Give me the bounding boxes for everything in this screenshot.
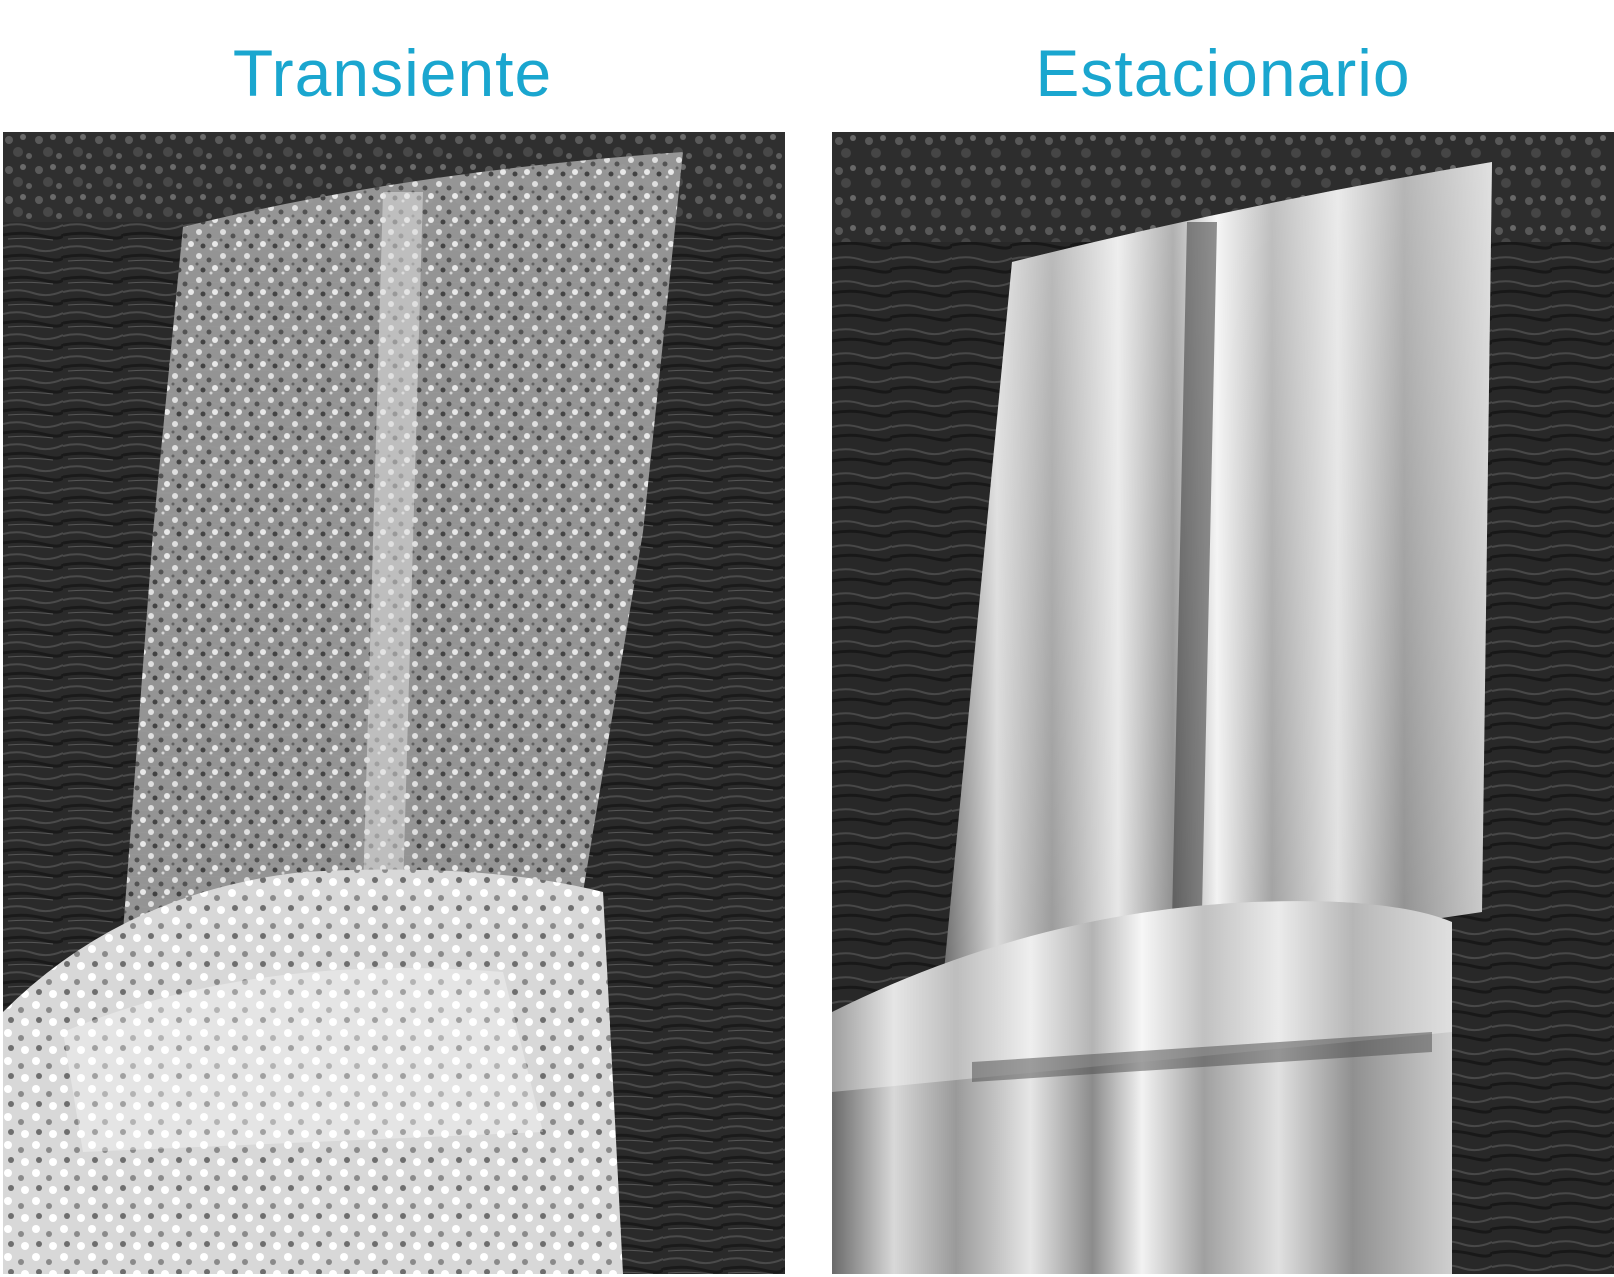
waterfall-photo-transient (3, 132, 785, 1274)
waterfall-steady-illustration (832, 132, 1614, 1274)
waterfall-transient-illustration (3, 132, 785, 1274)
title-transiente: Transiente (232, 36, 553, 110)
waterfall-photo-steady (832, 132, 1614, 1274)
title-estacionario: Estacionario (1035, 36, 1411, 110)
